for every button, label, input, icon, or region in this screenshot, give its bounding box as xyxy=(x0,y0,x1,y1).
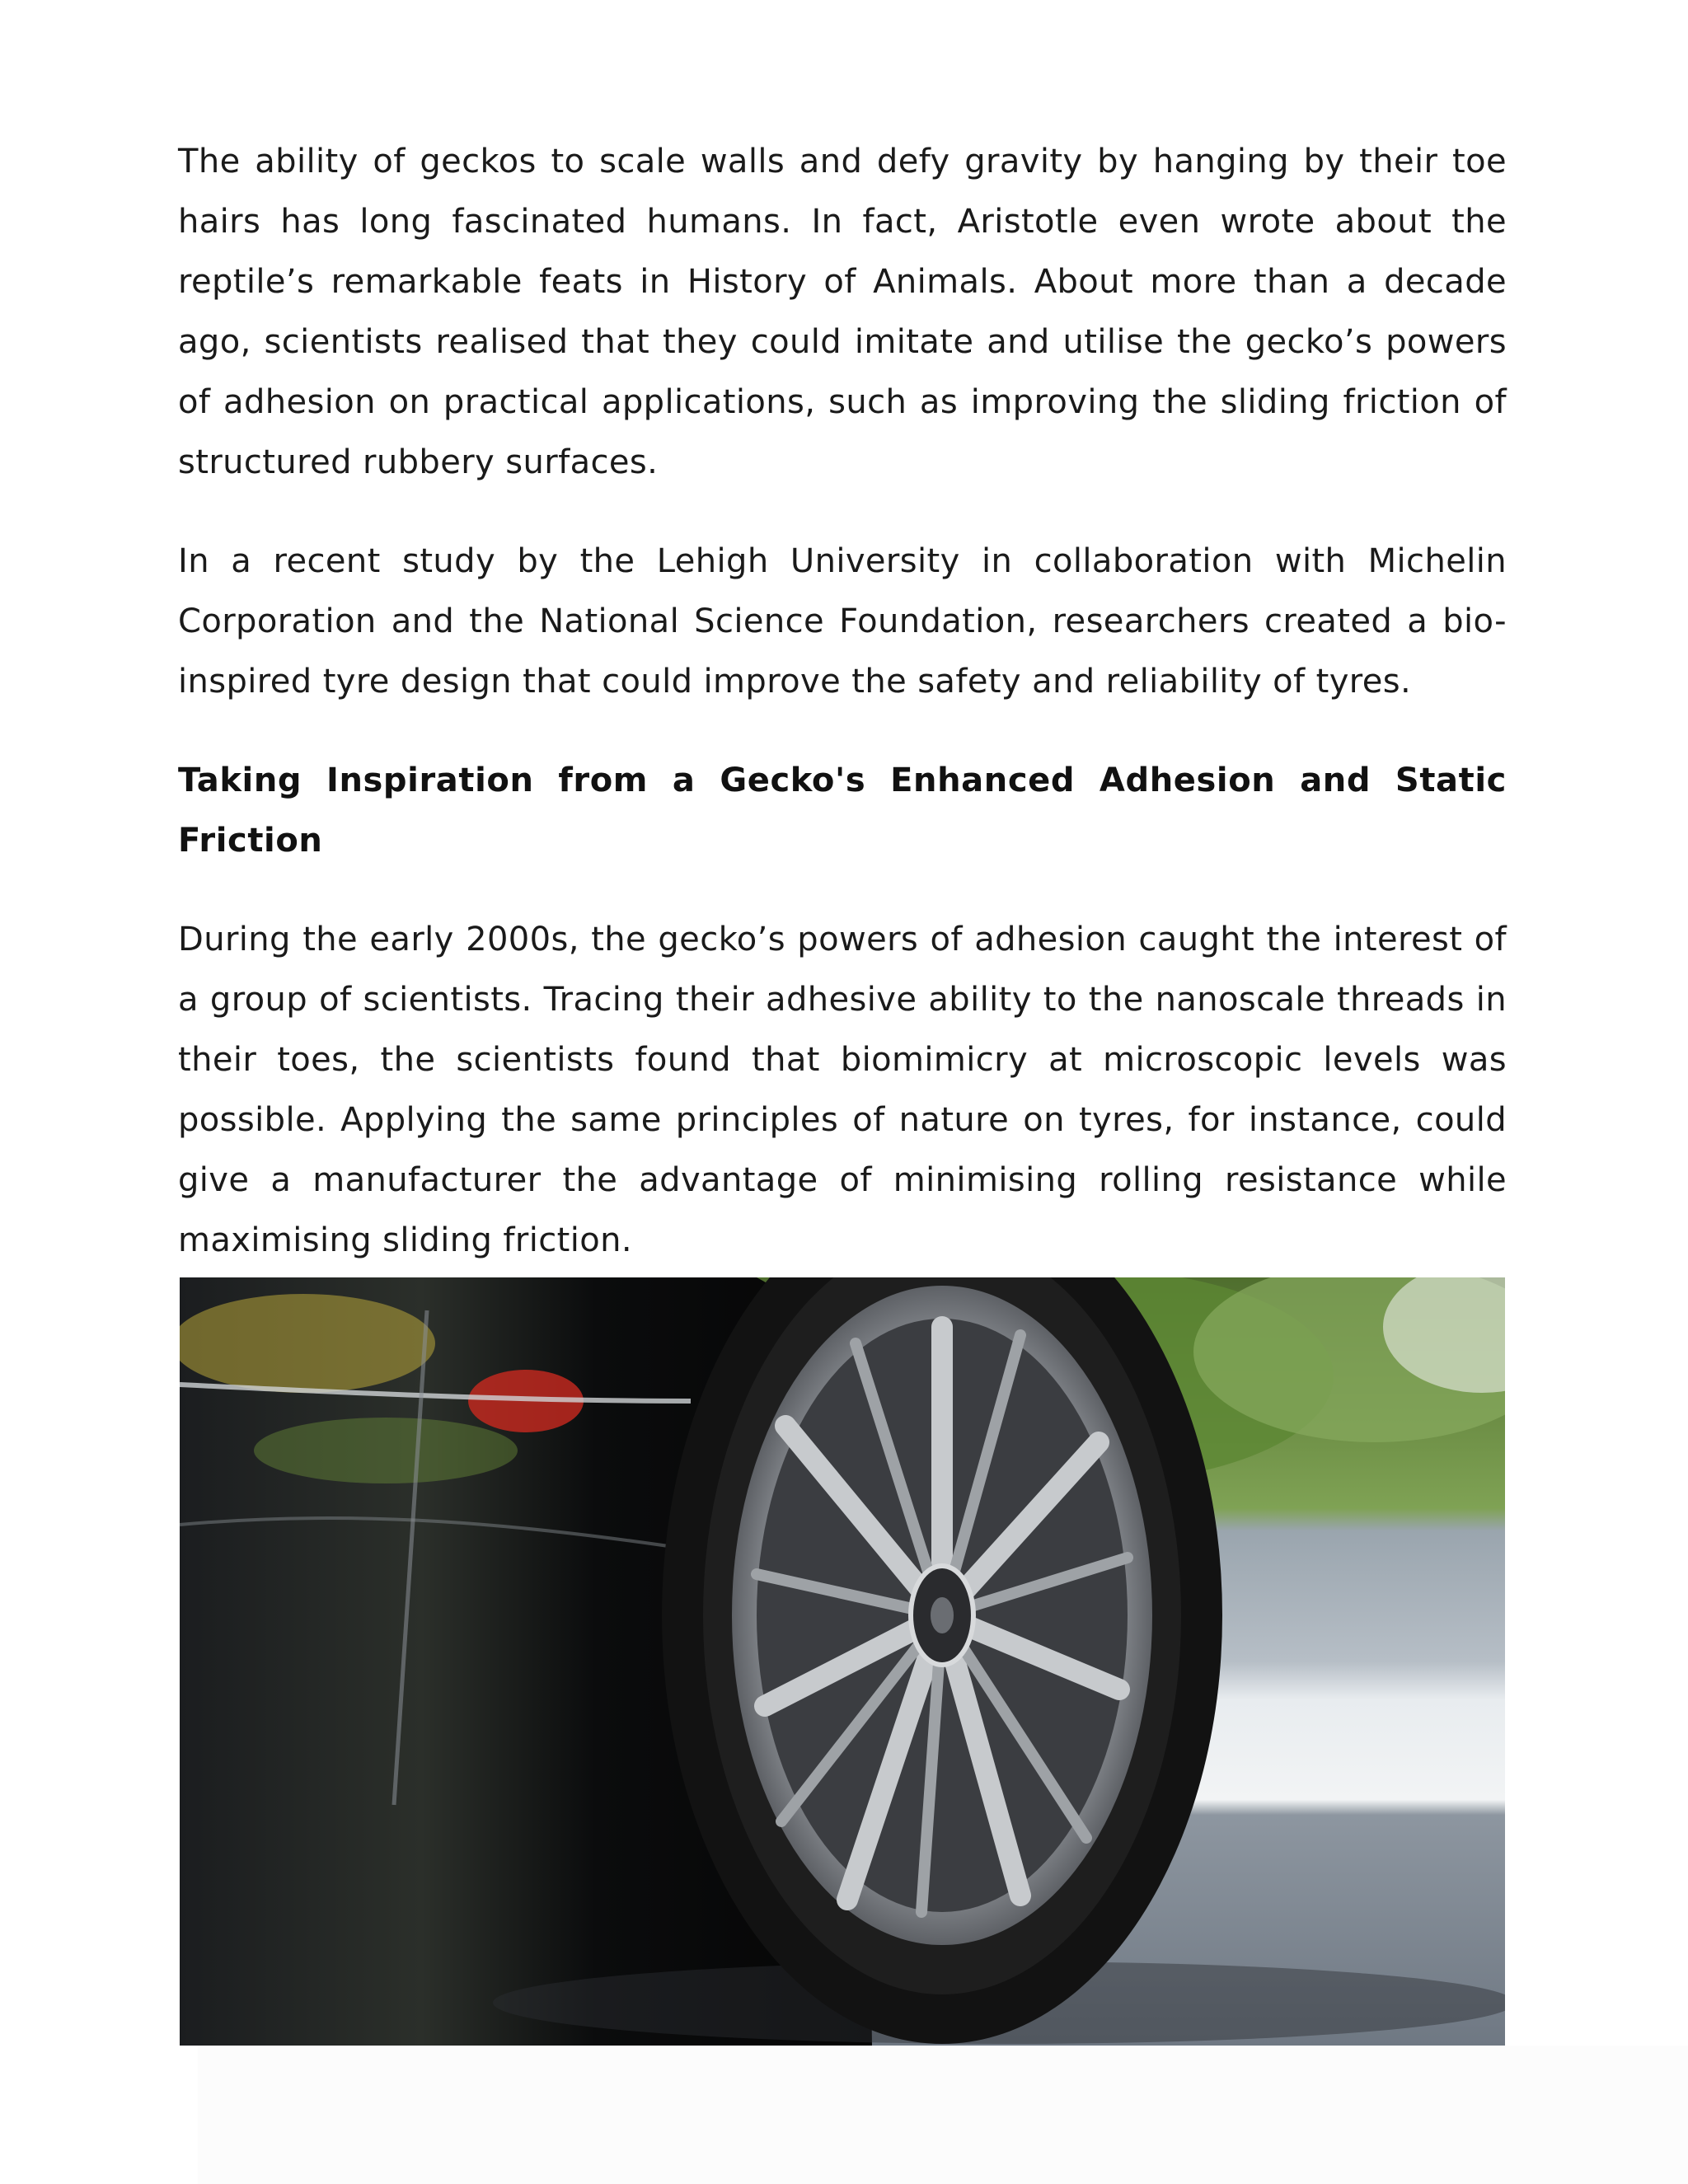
article-body xyxy=(178,132,1507,1271)
paragraph-study: In a recent study by the Lehigh University in collaboration with Michelin Corporation and the National Science Foundation, researchers created a bio-inspired tyre design that could improve the safety and reliability of tyres. xyxy=(178,542,1507,701)
paragraph-history: During the early 2000s, the gecko’s powers of adhesion caught the interest of a group of scientists. Tracing their adhesive ability to the nanoscale threads in their toes, the scientists found that biomimicry at microscopic levels was possible. Applying the same principles of nature on tyres, for instance, could give a manufacturer the advantage of minimising rolling resistance while maximising sliding friction. xyxy=(178,921,1507,1259)
page-footer-area xyxy=(198,2046,1688,2184)
paragraph-intro: The ability of geckos to scale walls and defy gravity by hanging by their toe hairs has long fascinated humans. In fact, Aristotle even wrote about the reptile’s remarkable feats in History of Animals. About more than a decade ago, scientists realised that they could imitate and utilise the gecko’s powers of adhesion on practical applications, such as improving the sliding friction of structured rubbery surfaces. xyxy=(178,143,1507,481)
section-heading: Taking Inspiration from a Gecko's Enhanced Adhesion and Static Friction xyxy=(178,762,1507,860)
car-wheel-photo xyxy=(180,1277,1505,2046)
wheel-rim-icon xyxy=(732,1286,1152,1945)
